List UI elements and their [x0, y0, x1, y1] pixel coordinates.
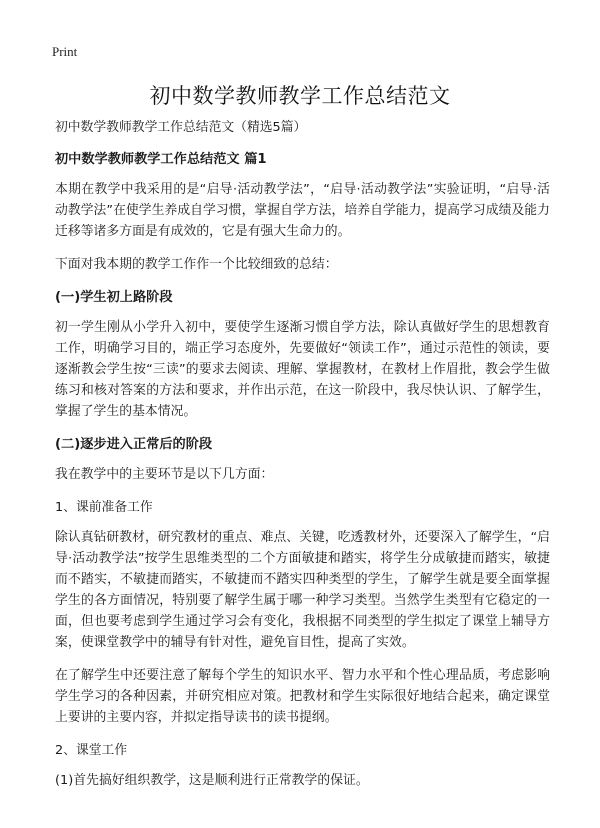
document-title: 初中数学教师教学工作总结范文	[149, 84, 451, 108]
section-1-title: (一)学生初上路阶段	[55, 290, 173, 305]
section-1-paragraph: 初一学生刚从小学升入初中，要使学生逐渐习惯自学方法，除认真做好学生的思想教育工作，明确学习目的，端正学习态度外，先要做好“领读工作”，通过示范性的领读，要逐渐教会学生按“三读”的要求去阅读、理解、掌握教材，在教材上作眉批，教会学生做练习和核对答案的方法和要求，并作出示范，在这一阶段中，我尽快认识、了解学生，掌握了学生的基本情况。	[55, 320, 550, 419]
part-title: 初中数学教师教学工作总结范文 篇1	[55, 152, 267, 167]
print-label[interactable]: Print	[52, 44, 78, 59]
item-2-paragraph-1: (1)首先搞好组织教学，这是顺利进行正常教学的保证。	[55, 773, 369, 788]
summary-line: 下面对我本期的教学工作作一个比较细致的总结：	[55, 257, 338, 272]
document-body	[55, 117, 550, 803]
item-1-paragraph-2: 在了解学生中还要注意了解每个学生的知识水平、智力水平和个性心理品质，考虑影响学生学习的各种因素，并研究相应对策。把教材和学生实际很好地结合起来，确定课堂上要讲的主要内容，并拟定指导读书的读书提纲。	[55, 668, 550, 725]
document-subtitle: 初中数学教师教学工作总结范文（精选5篇）	[55, 120, 307, 135]
intro-paragraph: 本期在教学中我采用的是“启导·活动教学法”，“启导·活动教学法”实验证明，“启导·活动教学法”在使学生养成自学习惯，掌握自学方法，培养自学能力，提高学习成绩及能力迁移等诸多方面是有成效的，它是有强大生命力的。	[55, 182, 550, 239]
item-1-title: 1、课前准备工作	[55, 500, 153, 515]
item-2-title: 2、课堂工作	[55, 743, 128, 758]
section-2-intro: 我在教学中的主要环节是以下几方面：	[55, 467, 274, 482]
section-2-title: (二)逐步进入正常后的阶段	[55, 437, 213, 452]
item-1-paragraph-1: 除认真钻研教材，研究教材的重点、难点、关键，吃透教材外，还要深入了解学生，“启导·活动教学法”按学生思维类型的二个方面敏捷和踏实，将学生分成敏捷而踏实，敏捷而不踏实，不敏捷而踏实，不敏捷而不踏实四种类型的学生，了解学生就是要全面掌握学生的各方面情况，特别要了解学生属于哪一种学习类型。当然学生类型有它稳定的一面，但也要考虑到学生通过学习会有变化，我根据不同类型的学生拟定了课堂上辅导方案，使课堂教学中的辅导有针对性，避免盲目性，提高了实效。	[55, 530, 550, 650]
